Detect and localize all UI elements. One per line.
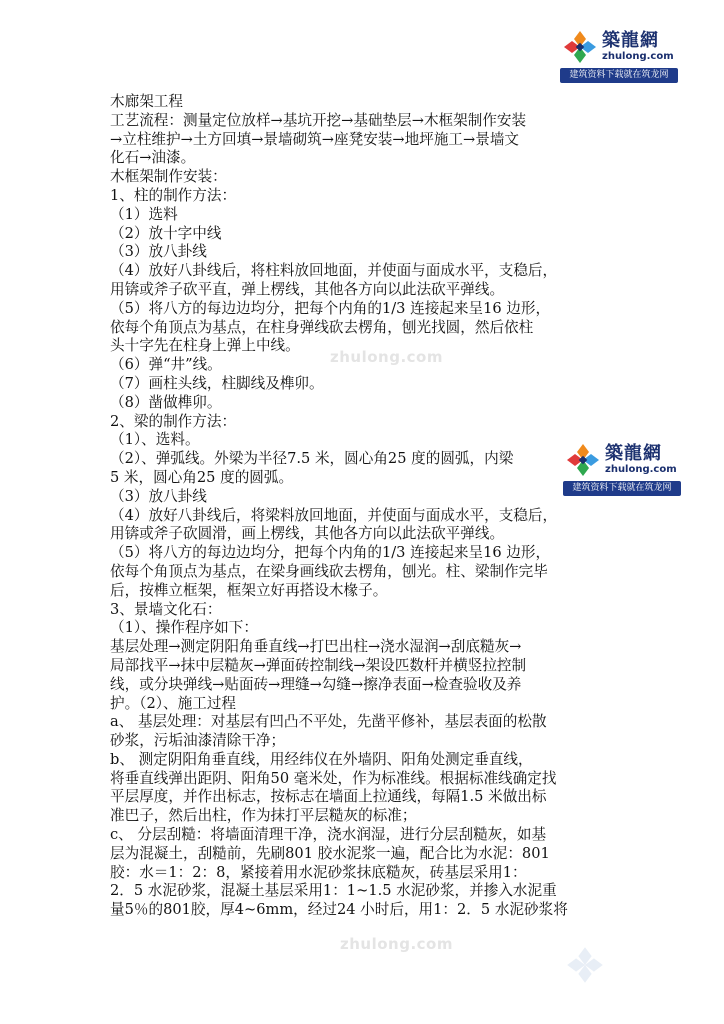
doc-line: 层为混凝土，刮糙前，先刷801 胶水泥浆一遍，配合比为水泥：801 [110,844,550,862]
doc-line: （5）将八方的每边边均分，把每个内角的1/3 连接起来呈16 边形， [110,544,551,562]
doc-line: （7）画柱头线，柱脚线及榫卯。 [110,374,324,392]
doc-line: 用锛或斧子砍圆滑，画上楞线，其他各方向以此法砍平弹线。 [110,525,505,543]
logo-url-text: zhulong.com [602,51,674,62]
doc-line: 将垂直线弹出距阴、阳角50 毫米处，作为标准线。根据标准线确定找 [110,769,557,787]
section-heading: 木框架制作安装： [110,168,227,186]
doc-line: 量5％的801胶，厚4~6mm，经过24 小时后，用1：2．5 水泥砂浆将 [110,901,568,919]
doc-line: （2）放十字中线 [110,224,222,242]
logo-url-text: zhulong.com [605,464,677,475]
logo-brand-text: 築龍網 [602,30,659,51]
document-body [110,93,620,920]
doc-line: （6）弹“井”线。 [110,356,222,374]
doc-line: b、 测定阴阳角垂直线，用经纬仪在外墙阴、阳角处测定垂直线， [110,750,533,768]
doc-line: 化石→油漆。 [110,149,196,167]
doc-line: （1）、选料。 [110,431,200,449]
doc-line: 基层处理→测定阴阳角垂直线→打巴出柱→浇水湿润→刮底糙灰→ [110,638,522,656]
doc-line: （2）、弹弧线。外梁为半径7.5 米，圆心角25 度的圆弧，内梁 [110,450,514,468]
subsection-heading: 2、梁的制作方法： [110,412,237,430]
doc-line: 2．5 水泥砂浆，混凝土基层采用1：1~1.5 水泥砂浆，并掺入水泥重 [110,882,557,900]
doc-line: 局部找平→抹中层糙灰→弹面砖控制线→架设匹数杆并横竖拉控制 [110,656,527,674]
doc-line: （3）放八卦线 [110,487,207,505]
subsection-heading: 1、柱的制作方法： [110,186,237,204]
doc-line: （4）放好八卦线后，将梁料放回地面，并使面与面成水平，支稳后， [110,506,558,524]
doc-line: （5）将八方的每边边均分，把每个内角的1/3 连接起来呈16 边形， [110,299,551,317]
doc-line: 后，按榫立框架，框架立好再搭设木椽子。 [110,581,388,599]
doc-line: 胶：水＝1：2：8，紧接着用水泥砂浆抹底糙灰，砖基层采用1： [110,863,527,881]
doc-line: （8）凿做榫卯。 [110,393,222,411]
doc-line: （3）放八卦线 [110,243,207,261]
logo-slogan: 建筑资料下载就在筑龙网 [560,68,678,83]
doc-line: 头十字先在柱身上弹上中线。 [110,337,300,355]
watermark: zhulong.com [330,348,443,366]
doc-line: （1）选料 [110,205,178,223]
zhulong-logo-top [560,27,678,83]
doc-line: a、 基层处理：对基层有凹凸不平处，先凿平修补，基层表面的松散 [110,713,547,731]
doc-line: （1）、操作程序如下： [110,619,258,637]
doc-line: →立柱维护→土方回填→景墙砌筑→座凳安装→地坪施工→景墙文 [110,130,520,148]
doc-line: c、 分层刮糙：将墙面清理干净，浇水润湿，进行分层刮糙灰，如基 [110,826,547,844]
logo-brand-text: 築龍網 [605,443,662,464]
doc-line: 平层厚度，并作出标志，按标志在墙面上拉通线，每隔1.5 米做出标 [110,788,547,806]
logo-slogan: 建筑资料下载就在筑龙网 [563,481,681,496]
subsection-heading: 3、景墙文化石： [110,600,222,618]
doc-line: 用锛或斧子砍平直，弹上楞线，其他各方向以此法砍平弹线。 [110,280,505,298]
snowflake-logo-icon [562,29,598,65]
doc-line: 5 米，圆心角25 度的圆弧。 [110,468,294,486]
doc-line: 线，或分块弹线→贴面砖→理缝→勾缝→擦净表面→检查验收及养 [110,675,522,693]
doc-title: 木廊架工程 [110,93,183,110]
watermark-snowflake-icon [565,945,605,985]
doc-line: 护。（2）、施工过程 [110,694,237,712]
doc-line: 依每个角顶点为基点，在柱身弹线砍去楞角，刨光找圆，然后依柱 [110,318,534,336]
doc-line: 准巴子，然后出柱，作为抹打平层糙灰的标准； [110,807,417,825]
doc-line: （4）放好八卦线后，将柱料放回地面，并使面与面成水平，支稳后， [110,262,558,280]
watermark: zhulong.com [340,935,453,953]
doc-line: 砂浆，污垢油漆清除干净； [110,732,286,750]
doc-line: 依每个角顶点为基点，在梁身画线砍去楞角，刨光。柱、梁制作完毕 [110,562,548,580]
doc-line: 工艺流程：测量定位放样→基坑开挖→基础垫层→木框架制作安装 [110,111,527,129]
